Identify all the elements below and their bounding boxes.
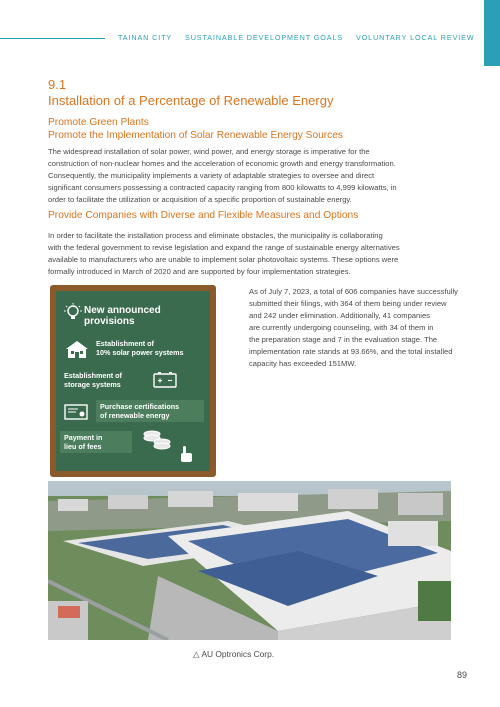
- chalkboard-surface: [56, 291, 210, 471]
- provision-certifications: [100, 402, 179, 420]
- hand-pointer-icon: [178, 445, 194, 463]
- battery-icon: [152, 371, 180, 389]
- certificate-icon: [64, 403, 90, 421]
- provision-storage-line-1: Establishment of: [64, 371, 122, 380]
- paragraph-line: and 242 under elimination. Additionally, 41 companies: [249, 311, 430, 320]
- paragraph-line: As of July 7, 2023, a total of 606 companies have successfully: [249, 287, 458, 296]
- provision-solar-line-1: Establishment of: [96, 339, 154, 348]
- page-number: 89: [457, 670, 468, 680]
- provision-storage: [64, 371, 122, 389]
- paragraph-line: available to manufacturers who are unable to implement solar photovoltaic systems. These options were: [48, 255, 399, 264]
- header-city: TAINAN CITY: [118, 33, 173, 42]
- provision-solar-line-2: 10% solar power systems: [96, 348, 184, 357]
- paragraph-line: In order to facilitate the installation process and eliminate obstacles, the municipality is collaborating: [48, 231, 383, 240]
- paragraph-statistics: [249, 286, 457, 370]
- provision-solar: [96, 339, 184, 357]
- paragraph-line: capacity has exceeded 151MW.: [249, 359, 357, 368]
- subheading-green-plants: [48, 117, 343, 142]
- coins-icon: [142, 429, 172, 451]
- paragraph-line: implementation rate stands at 93.66%, and the total installed: [249, 347, 453, 356]
- caption-text: AU Optronics Corp.: [201, 649, 275, 659]
- section-title: Installation of a Percentage of Renewable Energy: [48, 93, 334, 108]
- paragraph-line: order to facilitate the utilization or acquisition of a specific proportion of sustainable energy.: [48, 195, 352, 204]
- paragraph-measures: [48, 230, 458, 278]
- paragraph-line: Consequently, the municipality implements a variety of adaptable strategies to oversee and direct: [48, 171, 375, 180]
- provision-payment: [64, 433, 102, 451]
- paragraph-line: construction of non-nuclear homes and the acceleration of economic growth and energy transformation.: [48, 159, 396, 168]
- header-goals: SUSTAINABLE DEVELOPMENT GOALS: [185, 33, 344, 42]
- paragraph-line: The widespread installation of solar power, wind power, and energy storage is imperative for the: [48, 147, 370, 156]
- paragraph-line: are currently undergoing counseling, with 34 of them in: [249, 323, 434, 332]
- provision-storage-line-2: storage systems: [64, 380, 121, 389]
- paragraph-line: formally introduced in March of 2020 and are supported by four implementation strategies.: [48, 267, 351, 276]
- header-rule: [0, 38, 105, 39]
- paragraph-line: the preparation stage and 7 in the evaluation stage. The: [249, 335, 438, 344]
- provisions-chalkboard: [50, 285, 216, 477]
- caption-triangle-icon: △: [193, 649, 200, 659]
- paragraph-line: significant consumers possessing a contracted capacity ranging from 800 kilowatts to 4,999 kilowatts, in: [48, 183, 397, 192]
- header-review: VOLUNTARY LOCAL REVIEW: [355, 33, 475, 42]
- house-solar-icon: [64, 339, 90, 359]
- provision-certifications-line-1: Purchase certifications: [100, 402, 180, 411]
- paragraph-intro: [48, 146, 458, 206]
- board-title: [84, 305, 161, 327]
- running-header: [118, 33, 485, 42]
- subheading-flexible-measures: Provide Companies with Diverse and Flexible Measures and Options: [48, 210, 359, 221]
- subheading-line-2: Promote the Implementation of Solar Renewable Energy Sources: [48, 129, 344, 141]
- side-tab: [484, 0, 500, 66]
- photo-caption: [193, 649, 274, 659]
- subheading-line-1: Promote Green Plants: [48, 117, 149, 128]
- section-number: 9.1: [48, 77, 67, 92]
- provision-payment-line-2: lieu of fees: [64, 442, 102, 451]
- lightbulb-icon: [64, 303, 82, 323]
- board-title-line-1: New announced: [84, 305, 161, 316]
- provision-payment-line-1: Payment in: [64, 433, 103, 442]
- board-title-line-2: provisions: [84, 316, 135, 327]
- paragraph-line: with the federal government to revise legislation and expand the range of sustainable energy alternatives: [48, 243, 400, 252]
- factory-solar-photo: [48, 481, 451, 640]
- provision-certifications-line-2: of renewable energy: [100, 411, 170, 420]
- paragraph-line: submitted their filings, with 364 of them being under review: [249, 299, 447, 308]
